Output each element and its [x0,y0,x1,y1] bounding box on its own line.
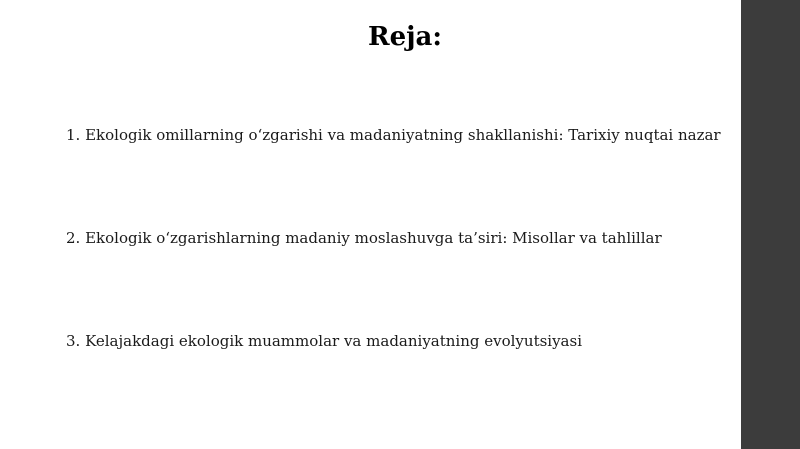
side-panel [741,0,800,449]
plan-item-1: 1. Ekologik omillarning o‘zgarishi va madaniyatning shakllanishi: Tarixiy nuqtai nazar [66,126,721,144]
plan-item-2: 2. Ekologik o‘zgarishlarning madaniy moslashuvga ta’siri: Misollar va tahlillar [66,229,662,247]
plan-item-3: 3. Kelajakdagi ekologik muammolar va madaniyatning evolyutsiyasi [66,332,582,350]
slide-title: Reja: [367,22,442,52]
